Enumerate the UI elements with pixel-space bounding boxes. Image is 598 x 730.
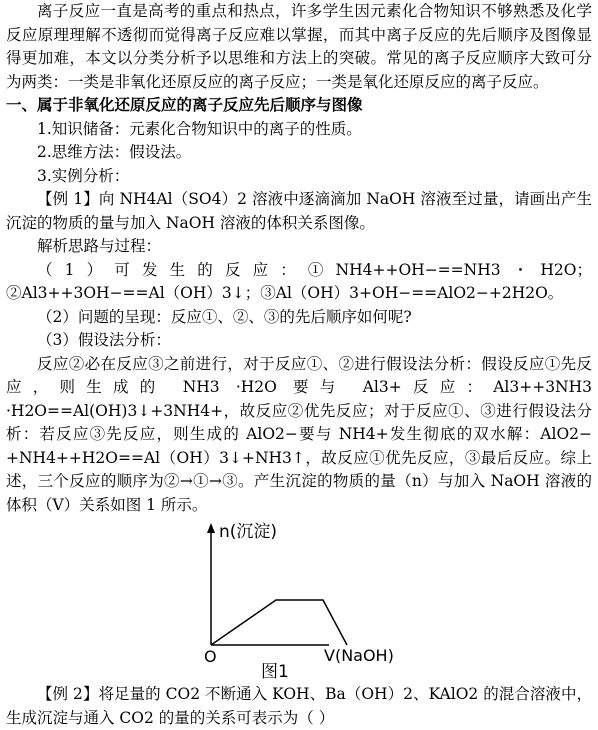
origin-label: O [204,647,217,666]
precipitate-curve [211,600,347,645]
reasoning-paragraph: 反应②必在反应③之前进行，对于反应①、②进行假设法分析：假设反应①先反应，则生成的 NH3 ·H2O 要与 Al3+反应：Al3++3NH3 ·H2O==Al(OH)3↓+3NH4+，故反应②优先反应；对于反应①、③进行假设法分析：若反应③先反应，则生成的 AlO2−要与 NH4+发生彻底的双水解：AlO2−+NH4++H2O==Al（OH）3↓+NH3↑，故反应①优先反应，③最后反应。综上述，三个反应的顺序为②→①→③。产生沉淀的物质的量（n）与加入 NaOH 溶液的体积（V）关系如图 1 所示。 [6,354,592,514]
figure-1 [6,517,592,667]
knowledge-line: 1.知识储备：元素化合物知识中的离子的性质。 [37,119,362,138]
examples-label: 3.实例分析： [37,166,130,185]
step1-paragraph: （1）可发生的反应：①NH4++OH−==NH3・H2O；②Al3++3OH−==Al（OH）3↓；③Al（OH）3+OH−==AlO2−+2H2O。 [6,260,592,302]
analysis-label: 解析思路与过程： [37,237,162,255]
y-axis-arrow [207,523,215,533]
section-heading: 一、属于非氧化还原反应的离子反应先后顺序与图像 [6,96,363,114]
example1-paragraph: 【例 1】向 NH4Al（SO4）2 溶液中逐滴滴加 NaOH 溶液至过量，请画出产生沉淀的物质的量与加入 NaOH 溶液的体积关系图像。 [6,190,592,232]
figure-1-graph [6,517,592,667]
intro-paragraph: 离子反应一直是高考的重点和热点，许多学生因元素化合物知识不够熟悉及化学反应原理理解不透彻而觉得离子反应难以掌握，而其中离子反应的先后顺序及图像显得更加难，本文以分类分析予以思维和方法上的突破。常见的离子反应顺序大致可分为两类：一类是非氧化还原反应的离子反应；一类是氧化还原反应的离子反应。 [6,2,592,91]
thinking-line: 2.思维方法：假设法。 [37,143,192,161]
step2-line: （2）问题的呈现：反应①、②、③的先后顺序如何呢? [37,307,412,326]
y-axis-label: n(沉淀) [219,522,278,542]
example2-paragraph: 【例 2】将足量的 CO2 不断通入 KOH、Ba（OH）2、KAlO2 的混合溶液中，生成沉淀与通入 CO2 的量的关系可表示为（ ） [6,685,592,727]
figure-caption: 图1 [261,662,289,682]
document-page [6,0,592,730]
step3-line: （3）假设法分析： [37,331,171,349]
x-axis-label: V(NaOH) [324,646,394,665]
